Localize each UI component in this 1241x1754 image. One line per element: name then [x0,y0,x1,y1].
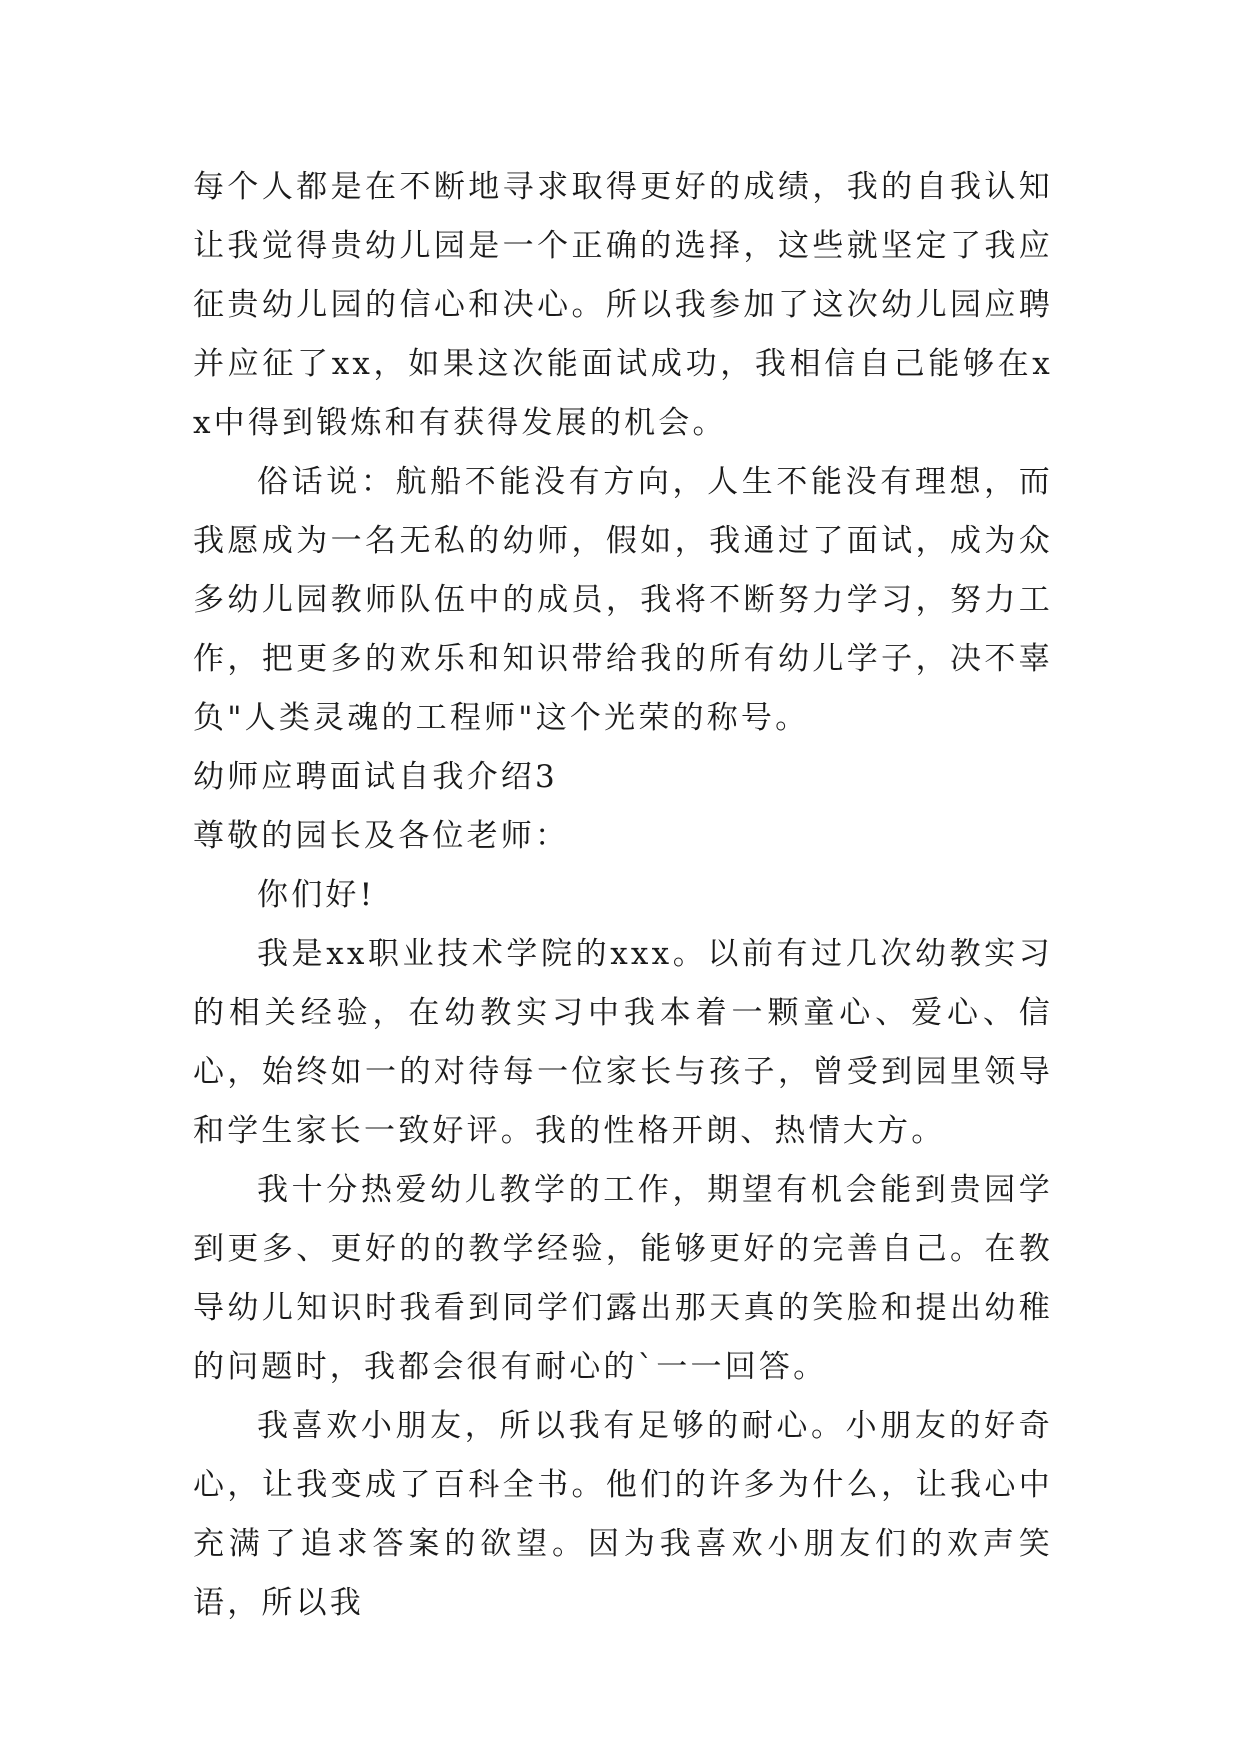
paragraph-continued: 每个人都是在不断地寻求取得更好的成绩，我的自我认知让我觉得贵幼儿园是一个正确的选择，这些就坚定了我应征贵幼儿园的信心和决心。所以我参加了这次幼儿园应聘并应征了xx，如果这次能面试成功，我相信自己能够在xx中得到锻炼和有获得发展的机会。 [193,169,1053,441]
paragraph-proverb: 俗话说：航船不能没有方向，人生不能没有理想，而我愿成为一名无私的幼师，假如，我通过了面试，成为众多幼儿园教师队伍中的成员，我将不断努力学习，努力工作，把更多的欢乐和知识带给我的所有幼儿学子，决不辜负"人类灵魂的工程师"这个光荣的称号。 [193,464,1053,736]
salutation: 尊敬的园长及各位老师： [193,818,570,854]
paragraph-teaching: 我十分热爱幼儿教学的工作，期望有机会能到贵园学到更多、更好的的教学经验，能够更好的完善自己。在教导幼儿知识时我看到同学们露出那天真的笑脸和提出幼稚的问题时，我都会很有耐心的`一一回答。 [193,1172,1053,1385]
document-body [193,158,1053,1633]
greeting: 你们好! [257,877,376,913]
paragraph-introduction: 我是xx职业技术学院的xxx。以前有过几次幼教实习的相关经验，在幼教实习中我本着一颗童心、爱心、信心，始终如一的对待每一位家长与孩子，曾受到园里领导和学生家长一致好评。我的性格开朗、热情大方。 [193,936,1053,1149]
paragraph-children: 我喜欢小朋友，所以我有足够的耐心。小朋友的好奇心，让我变成了百科全书。他们的许多为什么，让我心中充满了追求答案的欲望。因为我喜欢小朋友们的欢声笑语，所以我 [193,1408,1053,1621]
section-heading: 幼师应聘面试自我介绍3 [193,759,558,795]
